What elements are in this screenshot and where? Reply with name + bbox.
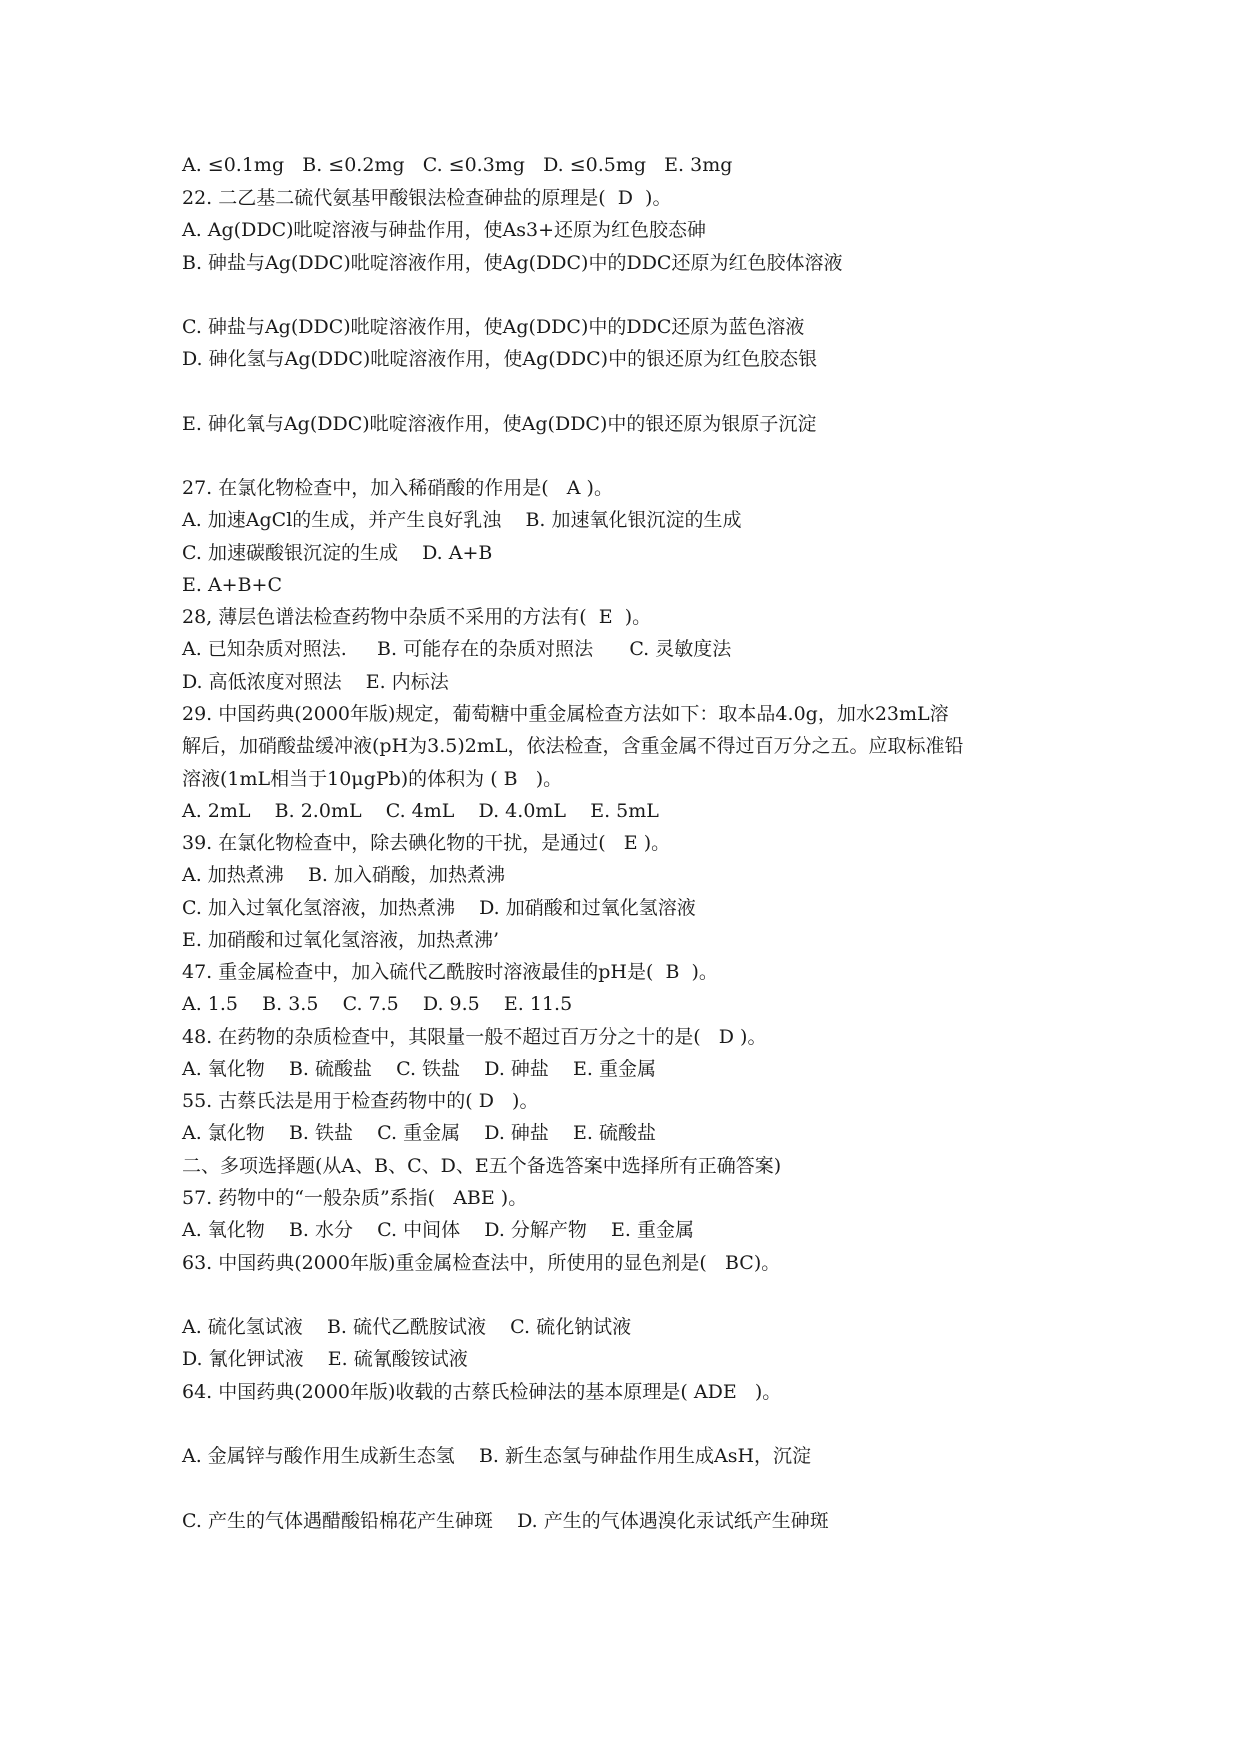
- text-line: A. Ag(DDC)吡啶溶液与砷盐作用，使As3+还原为红色胶态砷: [182, 219, 706, 241]
- text-line: 22. 二乙基二硫代氨基甲酸银法检查砷盐的原理是( D )。: [182, 187, 672, 209]
- text-line: D. 砷化氢与Ag(DDC)吡啶溶液作用，使Ag(DDC)中的银还原为红色胶态银: [182, 348, 818, 370]
- text-line: 29. 中国药典(2000年版)规定，葡萄糖中重金属检查方法如下：取本品4.0g，加水23mL溶: [182, 703, 949, 725]
- text-line: D. 高低浓度对照法 E. 内标法: [182, 671, 449, 693]
- text-line: 解后，加硝酸盐缓冲液(pH为3.5)2mL，依法检查，含重金属不得过百万分之五。应取标准铅: [182, 735, 964, 757]
- text-line: 27. 在氯化物检查中，加入稀硝酸的作用是( A )。: [182, 477, 613, 499]
- text-line: A. 硫化氢试液 B. 硫代乙酰胺试液 C. 硫化钠试液: [182, 1316, 632, 1338]
- text-line: 二、多项选择题(从A、B、C、D、E五个备选答案中选择所有正确答案): [182, 1155, 782, 1177]
- text-line: A. 氧化物 B. 水分 C. 中间体 D. 分解产物 E. 重金属: [182, 1219, 694, 1241]
- text-line: E. A+B+C: [182, 574, 283, 596]
- text-line: A. 已知杂质对照法. B. 可能存在的杂质对照法 C. 灵敏度法: [182, 638, 732, 660]
- text-line: A. 加热煮沸 B. 加入硝酸，加热煮沸: [182, 864, 506, 886]
- text-line: E. 加硝酸和过氧化氢溶液，加热煮沸’: [182, 929, 499, 951]
- text-line: C. 加入过氧化氢溶液，加热煮沸 D. 加硝酸和过氧化氢溶液: [182, 897, 696, 919]
- text-line: A. 2mL B. 2.0mL C. 4mL D. 4.0mL E. 5mL: [182, 800, 659, 822]
- text-line: 64. 中国药典(2000年版)收载的古蔡氏检砷法的基本原理是( ADE )。: [182, 1381, 782, 1403]
- text-line: A. 1.5 B. 3.5 C. 7.5 D. 9.5 E. 11.5: [182, 993, 573, 1015]
- text-line: B. 砷盐与Ag(DDC)吡啶溶液作用，使Ag(DDC)中的DDC还原为红色胶体溶液: [182, 252, 843, 274]
- text-line: 39. 在氯化物检查中，除去碘化物的干扰，是通过( E )。: [182, 832, 671, 854]
- text-line: 57. 药物中的“一般杂质”系指( ABE )。: [182, 1187, 528, 1209]
- text-line: A. 金属锌与酸作用生成新生态氢 B. 新生态氢与砷盐作用生成AsH，沉淀: [182, 1445, 812, 1467]
- text-line: 28, 薄层色谱法检查药物中杂质不采用的方法有( E )。: [182, 606, 652, 628]
- text-line: D. 氰化钾试液 E. 硫氰酸铵试液: [182, 1348, 468, 1370]
- text-line: C. 加速碳酸银沉淀的生成 D. A+B: [182, 542, 493, 564]
- text-line: E. 砷化氧与Ag(DDC)吡啶溶液作用，使Ag(DDC)中的银还原为银原子沉淀: [182, 413, 817, 435]
- text-line: A. ≤0.1mg B. ≤0.2mg C. ≤0.3mg D. ≤0.5mg E. 3mg: [182, 154, 733, 176]
- text-line: 溶液(1mL相当于10μgPb)的体积为 ( B )。: [182, 768, 563, 790]
- text-line: C. 产生的气体遇醋酸铅棉花产生砷斑 D. 产生的气体遇溴化汞试纸产生砷斑: [182, 1510, 829, 1532]
- text-line: 55. 古蔡氏法是用于检查药物中的( D )。: [182, 1090, 539, 1112]
- text-line: 48. 在药物的杂质检查中，其限量一般不超过百万分之十的是( D )。: [182, 1026, 767, 1048]
- text-line: C. 砷盐与Ag(DDC)吡啶溶液作用，使Ag(DDC)中的DDC还原为蓝色溶液: [182, 316, 805, 338]
- text-line: 63. 中国药典(2000年版)重金属检查法中，所使用的显色剂是( BC)。: [182, 1252, 781, 1274]
- text-line: A. 氯化物 B. 铁盐 C. 重金属 D. 砷盐 E. 硫酸盐: [182, 1122, 656, 1144]
- text-line: A. 氧化物 B. 硫酸盐 C. 铁盐 D. 砷盐 E. 重金属: [182, 1058, 656, 1080]
- text-line: 47. 重金属检查中，加入硫代乙酰胺时溶液最佳的pH是( B )。: [182, 961, 718, 983]
- text-line: A. 加速AgCl的生成，并产生良好乳浊 B. 加速氧化银沉淀的生成: [182, 509, 742, 531]
